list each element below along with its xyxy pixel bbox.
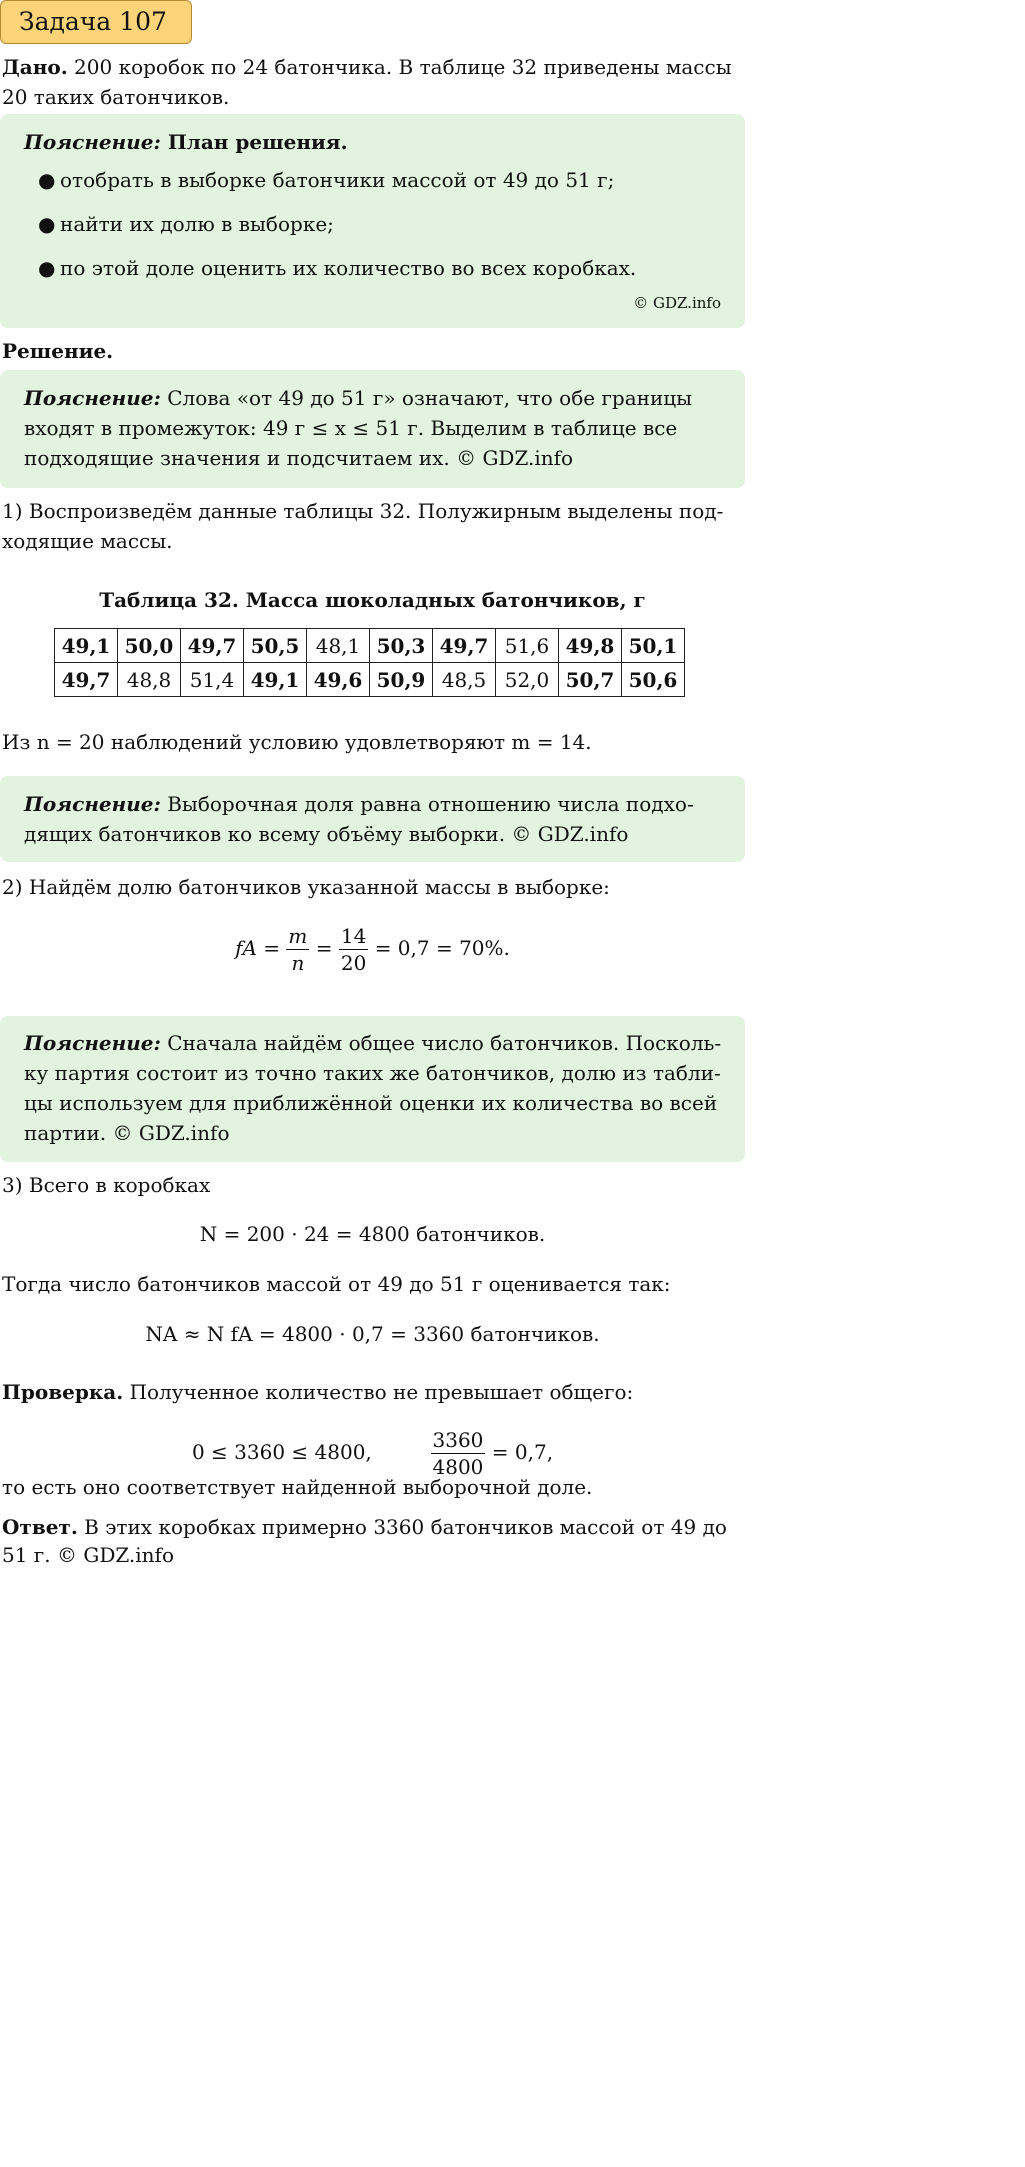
note-3-line-4: партии. © GDZ.info (24, 1121, 230, 1145)
estimate-line: Тогда число батончиков массой от 49 до 51 г оценивается так: (2, 1272, 671, 1296)
table-cell: 50,0 (118, 629, 181, 663)
note-label: Пояснение: (24, 792, 161, 816)
table-caption: Таблица 32. Масса шоколадных батончиков, г (99, 588, 646, 612)
plan-bullet-1 (38, 165, 614, 195)
formula-na: NA ≈ N fA = 4800 · 0,7 = 3360 батончиков. (145, 1322, 600, 1346)
table-cell: 50,5 (244, 629, 307, 663)
note-3-line-2: ку партия состоит из точно таких же батончиков, долю из табли- (24, 1061, 721, 1085)
answer-line-2: 51 г. © GDZ.info (2, 1543, 174, 1567)
table-cell: 49,1 (244, 663, 307, 697)
formula-rhs: = 0,7 = 70%. (374, 936, 510, 960)
plan-copyright: © GDZ.info (633, 294, 721, 312)
given-label: Дано. (2, 55, 68, 79)
plan-title: План решения. (160, 130, 348, 154)
plan-note-heading (24, 127, 348, 157)
fraction-numerator: 3360 (432, 1428, 484, 1452)
solution-label: Решение. (2, 339, 114, 363)
check-conclusion: то есть оно соответствует найденной выборочной доле. (2, 1475, 593, 1499)
table-cell: 51,4 (181, 663, 244, 697)
fraction-m-n (286, 923, 309, 976)
formula-fa (0, 920, 745, 976)
check-inequality: 0 ≤ 3360 ≤ 4800, (191, 1440, 372, 1464)
table-cell: 49,6 (307, 663, 370, 697)
fraction-denominator: 20 (340, 951, 367, 975)
bullet-icon: ● (38, 168, 56, 192)
check-line (2, 1377, 633, 1407)
table-cell: 49,7 (181, 629, 244, 663)
plan-bullet-text: найти их долю в выборке; (60, 212, 334, 236)
table-cell: 49,1 (55, 629, 118, 663)
fraction-numerator: 14 (340, 924, 367, 948)
note-2-line-2: дящих батончиков ко всему объёму выборки. © GDZ.info (24, 822, 629, 846)
fraction-numerator: m (288, 924, 308, 948)
note-text: Слова «от 49 до 51 г» означают, что обе границы (160, 386, 693, 410)
note-text: Выборочная доля равна отношению числа подхо- (160, 792, 694, 816)
table-cell: 49,7 (55, 663, 118, 697)
table-cell: 48,1 (307, 629, 370, 663)
table-cell: 50,1 (622, 629, 685, 663)
formula-n: N = 200 · 24 = 4800 батончиков. (199, 1222, 546, 1246)
table-cell: 50,7 (559, 663, 622, 697)
note-label: Пояснение: (24, 1031, 161, 1055)
step-3-line: 3) Всего в коробках (2, 1173, 211, 1197)
given-text-1: 200 коробок по 24 батончика. В таблице 32 приведены массы (67, 55, 732, 79)
bullet-icon: ● (38, 212, 56, 236)
equals-sign: = (315, 936, 333, 960)
mass-table (54, 628, 685, 697)
note-text: Сначала найдём общее число батончиков. Посколь- (160, 1031, 722, 1055)
note-label: Пояснение: (24, 130, 161, 154)
table-cell: 50,3 (370, 629, 433, 663)
note-label: Пояснение: (24, 386, 161, 410)
table-cell: 48,5 (433, 663, 496, 697)
plan-bullet-text: по этой доле оценить их количество во всех коробках. (60, 256, 637, 280)
note-1-line-2: входят в промежуток: 49 г ≤ x ≤ 51 г. Выделим в таблице все (24, 416, 678, 440)
plan-bullet-3 (38, 253, 636, 283)
step-2-line: 2) Найдём долю батончиков указанной массы в выборке: (2, 875, 610, 899)
observations-line: Из n = 20 наблюдений условию удовлетворяют m = 14. (2, 730, 592, 754)
answer-line-1 (2, 1512, 727, 1542)
note-3-line-3: цы используем для приближённой оценки их количества во всей (24, 1091, 718, 1115)
table-row (55, 629, 685, 663)
step-1-line-1: 1) Воспроизведём данные таблицы 32. Полужирным выделены под- (2, 499, 724, 523)
step-1-line-2: ходящие массы. (2, 529, 173, 553)
fraction-denominator: n (291, 951, 305, 975)
given-line-1 (2, 52, 732, 82)
check-ratio-result: = 0,7, (491, 1440, 554, 1464)
formula-lhs: fA = (235, 936, 281, 960)
note-2-box (0, 776, 745, 862)
table-cell: 50,6 (622, 663, 685, 697)
bullet-icon: ● (38, 256, 56, 280)
plan-note-box (0, 114, 745, 328)
problem-title: Задача 107 (0, 0, 192, 44)
note-1-line-1 (24, 383, 692, 413)
note-3-line-1 (24, 1028, 721, 1058)
note-3-box (0, 1016, 745, 1162)
table-cell: 49,8 (559, 629, 622, 663)
table-cell: 51,6 (496, 629, 559, 663)
table-cell: 48,8 (118, 663, 181, 697)
check-label: Проверка. (2, 1380, 124, 1404)
table-cell: 52,0 (496, 663, 559, 697)
fraction-denominator: 4800 (432, 1455, 484, 1479)
table-row (55, 663, 685, 697)
answer-text: В этих коробках примерно 3360 батончиков массой от 49 до (77, 1515, 727, 1539)
fraction-14-20 (339, 923, 368, 976)
note-2-line-1 (24, 789, 694, 819)
note-1-box (0, 370, 745, 488)
note-1-line-3: подходящие значения и подсчитаем их. © GDZ.info (24, 446, 574, 470)
table-cell: 49,7 (433, 629, 496, 663)
plan-bullet-text: отобрать в выборке батончики массой от 49 до 51 г; (60, 168, 615, 192)
check-text: Полученное количество не превышает общего: (123, 1380, 634, 1404)
given-line-2: 20 таких батончиков. (2, 85, 230, 109)
answer-label: Ответ. (2, 1515, 78, 1539)
table-cell: 50,9 (370, 663, 433, 697)
plan-bullet-2 (38, 209, 334, 239)
